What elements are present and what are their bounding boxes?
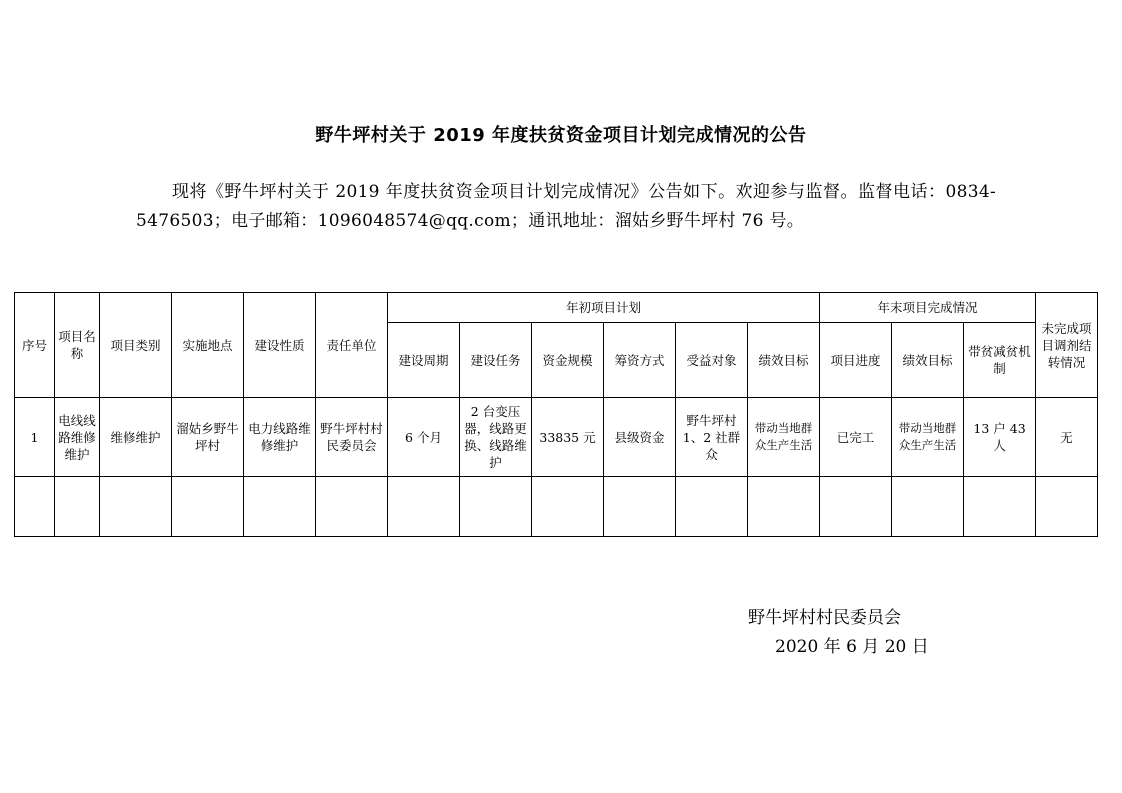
header-project-name: 项目名称 xyxy=(55,293,100,398)
header-period: 建设周期 xyxy=(388,323,460,398)
header-plan-group: 年初项目计划 xyxy=(388,293,820,323)
header-perf-goal: 绩效目标 xyxy=(892,323,964,398)
table-row xyxy=(15,398,1098,477)
header-poverty-mechanism: 带贫减贫机制 xyxy=(964,323,1036,398)
header-beneficiary: 受益对象 xyxy=(676,323,748,398)
page-title: 野牛坪村关于 2019 年度扶贫资金项目计划完成情况的公告 xyxy=(315,125,807,146)
table-header-row-1 xyxy=(15,293,1098,323)
header-seq: 序号 xyxy=(15,293,55,398)
cell-category: 维修维护 xyxy=(100,398,172,477)
header-responsible: 责任单位 xyxy=(316,293,388,398)
cell-responsible: 野牛坪村村民委员会 xyxy=(316,398,388,477)
header-unfinished: 未完成项目调剂结转情况 xyxy=(1036,293,1098,398)
signature-org: 野牛坪村村民委员会 xyxy=(748,608,901,628)
header-funding: 筹资方式 xyxy=(604,323,676,398)
cell-project-name: 电线线路维修维护 xyxy=(55,398,100,477)
cell-poverty-mechanism: 13 户 43 人 xyxy=(964,398,1036,477)
cell-seq: 1 xyxy=(15,398,55,477)
signature-block xyxy=(748,604,929,662)
intro-paragraph: 现将《野牛坪村关于 2019 年度扶贫资金项目计划完成情况》公告如下。欢迎参与监督。监督电话：0834-5476503；电子邮箱：1096048574@qq.com；通讯地址：溜姑乡野牛坪村 76 号。 xyxy=(136,182,996,231)
cell-scale: 33835 元 xyxy=(532,398,604,477)
cell-task: 2 台变压器，线路更换、线路维护 xyxy=(460,398,532,477)
project-table xyxy=(14,292,1098,537)
cell-nature: 电力线路维修维护 xyxy=(244,398,316,477)
cell-funding: 县级资金 xyxy=(604,398,676,477)
header-nature: 建设性质 xyxy=(244,293,316,398)
header-location: 实施地点 xyxy=(172,293,244,398)
header-task: 建设任务 xyxy=(460,323,532,398)
cell-progress: 已完工 xyxy=(820,398,892,477)
header-scale: 资金规模 xyxy=(532,323,604,398)
cell-unfinished: 无 xyxy=(1036,398,1098,477)
table-row-empty xyxy=(15,477,1098,537)
cell-goal: 带动当地群众生产生活 xyxy=(748,398,820,477)
cell-location: 溜姑乡野牛坪村 xyxy=(172,398,244,477)
header-category: 项目类别 xyxy=(100,293,172,398)
header-goal: 绩效目标 xyxy=(748,323,820,398)
cell-beneficiary: 野牛坪村 1、2 社群众 xyxy=(676,398,748,477)
signature-date: 2020 年 6 月 20 日 xyxy=(775,637,929,657)
header-completion-group: 年末项目完成情况 xyxy=(820,293,1036,323)
cell-perf-goal: 带动当地群众生产生活 xyxy=(892,398,964,477)
header-progress: 项目进度 xyxy=(820,323,892,398)
cell-period: 6 个月 xyxy=(388,398,460,477)
